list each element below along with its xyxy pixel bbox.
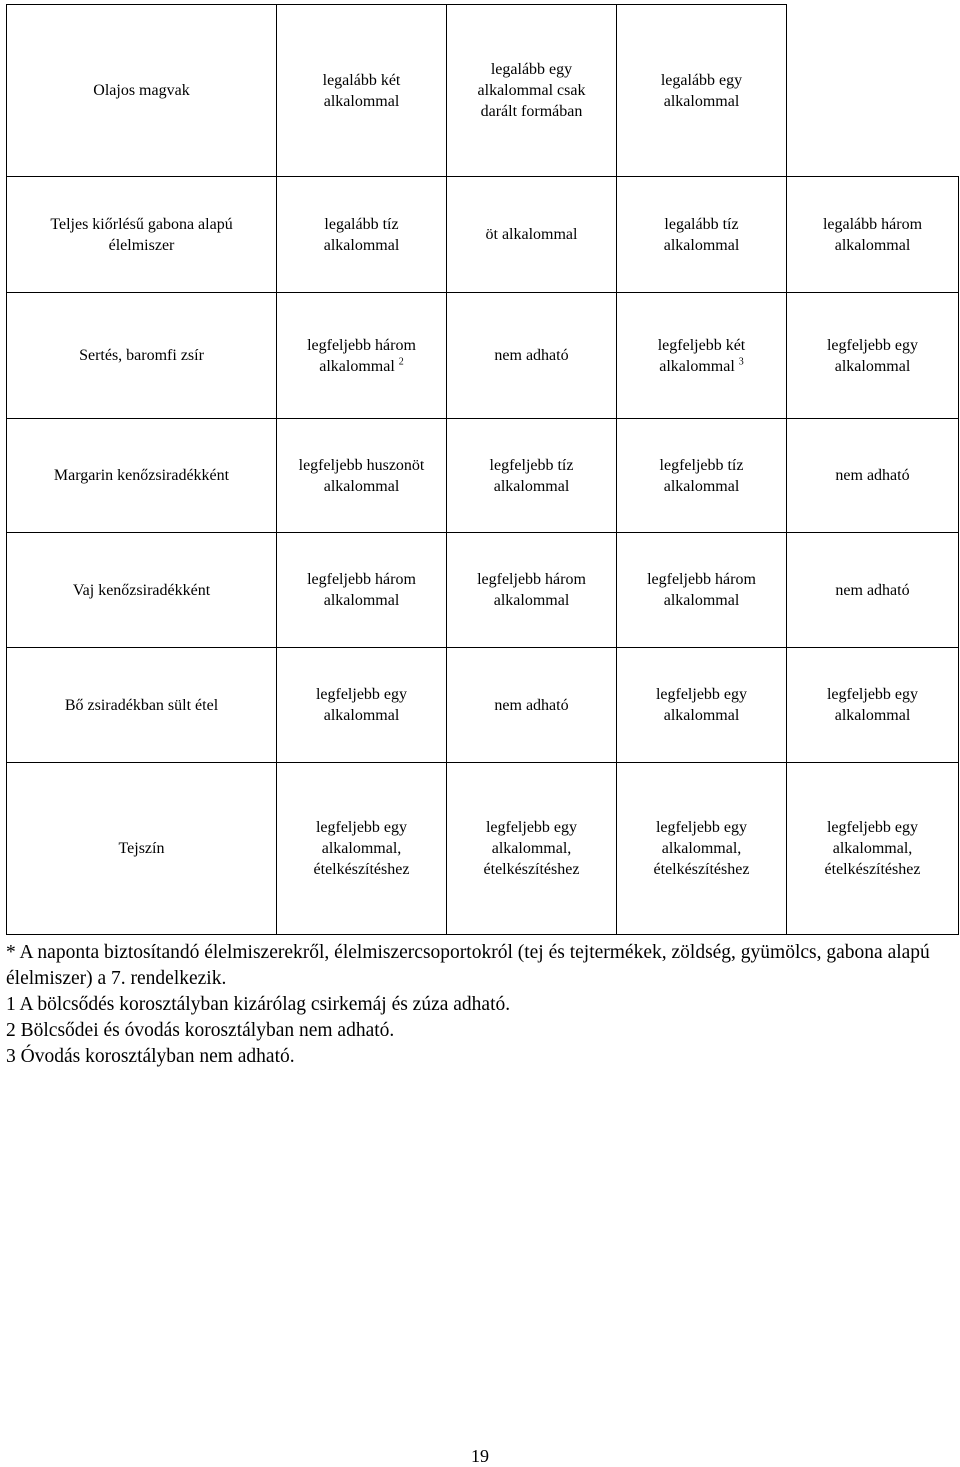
table-cell [787, 763, 959, 935]
row-label [7, 293, 277, 419]
footnote-ref: 2 [398, 356, 404, 368]
cell-text-line: alkalommal [493, 592, 570, 609]
table-cell [617, 293, 787, 419]
row-label [7, 763, 277, 935]
cell-text-line: alkalommal, [832, 840, 913, 857]
cell-text-line: alkalommal [323, 592, 400, 609]
cell-text-line: legfeljebb három [307, 571, 416, 588]
footnote-general: * A naponta biztosítandó élelmiszerekről, élelmiszercsoportokról (tej és tejtermékek, zöldség, gyümölcs, gabona alapú élelmiszer) a 7. rendelkezik. [6, 942, 930, 989]
cell-text-line: nem adható [835, 581, 910, 599]
table-cell [787, 648, 959, 763]
footnote-2: 2 Bölcsődei és óvodás korosztályban nem adható. [6, 1020, 395, 1041]
footnote-1: 1 A bölcsődés korosztályban kizárólag csirkemáj és zúza adható. [6, 994, 511, 1015]
page-number: 19 [471, 1446, 489, 1466]
row-label [7, 5, 277, 177]
row-label [7, 533, 277, 648]
cell-text-line: legfeljebb tíz [489, 456, 574, 474]
cell-text-line: ételkészítéshez [313, 861, 410, 878]
cell-text-line: legfeljebb három [647, 571, 756, 588]
table-row [7, 648, 959, 763]
table-cell [277, 648, 447, 763]
cell-text-line: legfeljebb egy [826, 686, 919, 703]
cell-text-line: Margarin kenőzsiradékként [53, 467, 230, 484]
table-cell [277, 293, 447, 419]
cell-text-line: nem adható [494, 696, 569, 714]
cell-text-line: alkalommal [834, 236, 911, 254]
table-cell [447, 419, 617, 533]
cell-text-line: alkalommal, [661, 840, 742, 857]
table-cell-empty [787, 5, 959, 177]
table-cell [277, 177, 447, 293]
cell-text-line: legalább egy [490, 61, 573, 78]
rations-table [6, 4, 959, 935]
cell-text-line: alkalommal [663, 236, 740, 254]
row-label [7, 177, 277, 293]
table-cell [447, 5, 617, 177]
cell-text-line: élelmiszer [108, 236, 175, 254]
table-cell [787, 177, 959, 293]
cell-text-line: legfeljebb egy [315, 819, 408, 836]
cell-text-line: alkalommal [663, 707, 740, 724]
cell-text-line: legalább tíz [324, 215, 399, 233]
table-cell [787, 293, 959, 419]
cell-text-line: alkalommal $^2$ [319, 356, 404, 375]
table-cell [617, 419, 787, 533]
table-cell [447, 533, 617, 648]
table-cell [277, 419, 447, 533]
cell-text-line: alkalommal [834, 357, 911, 375]
cell-text-line: Vaj kenőzsiradékként [72, 581, 211, 599]
table-row [7, 419, 959, 533]
cell-text-line: alkalommal [323, 236, 400, 254]
table-cell [447, 763, 617, 935]
table-cell [617, 763, 787, 935]
cell-text-line: alkalommal [493, 477, 570, 495]
table-cell [617, 5, 787, 177]
cell-text-line: alkalommal, [321, 840, 402, 857]
cell-text-line: legalább három [822, 215, 923, 233]
table-cell [787, 533, 959, 648]
cell-text-line: legfeljebb egy [655, 686, 748, 703]
row-label [7, 648, 277, 763]
cell-text-line: Sertés, baromfi zsír [79, 347, 204, 364]
cell-text-line: legalább két [322, 71, 401, 89]
table-cell [447, 177, 617, 293]
table-cell [277, 763, 447, 935]
cell-text-line: ételkészítéshez [824, 861, 921, 878]
row-label [7, 419, 277, 533]
cell-text-line: alkalommal $^3$ [659, 356, 744, 375]
cell-text-line: Bő zsiradékban sült étel [64, 696, 219, 714]
table-cell [787, 419, 959, 533]
cell-text-line: ételkészítéshez [483, 861, 580, 878]
footnote-3: 3 Óvodás korosztályban nem adható. [6, 1046, 295, 1067]
cell-text-line: alkalommal [323, 477, 400, 495]
table-cell [617, 648, 787, 763]
cell-text-line: nem adható [494, 347, 569, 364]
table-cell [617, 533, 787, 648]
cell-text-line: legfeljebb egy [655, 819, 748, 836]
cell-text-line: legalább tíz [664, 215, 739, 233]
cell-text-line: legfeljebb huszonöt [298, 456, 425, 474]
cell-text-line: alkalommal [663, 592, 740, 609]
cell-text-line: darált formában [480, 103, 583, 120]
cell-text-line: alkalommal [663, 477, 740, 495]
table-cell [447, 648, 617, 763]
footnote-ref: 3 [738, 356, 744, 368]
cell-text-line: legfeljebb egy [485, 819, 578, 836]
cell-text-line: legfeljebb két [657, 336, 746, 354]
table-row [7, 533, 959, 648]
cell-text-line: alkalommal csak [477, 82, 586, 99]
table-row [7, 763, 959, 935]
cell-text-line: legfeljebb három [307, 336, 416, 354]
table-cell [447, 293, 617, 419]
cell-text-line: alkalommal, [491, 840, 572, 857]
cell-text-line: legfeljebb egy [826, 336, 919, 354]
table-row [7, 293, 959, 419]
table-row [7, 177, 959, 293]
cell-text-line: Teljes kiőrlésű gabona alapú [50, 215, 233, 233]
footnotes [6, 940, 936, 1070]
cell-text-line: nem adható [835, 467, 910, 484]
table-row [7, 5, 959, 177]
cell-text-line: legalább egy [660, 71, 743, 89]
cell-text-line: alkalommal [323, 92, 400, 110]
cell-text-line: öt alkalommal [485, 226, 578, 243]
cell-text-line: legfeljebb tíz [659, 456, 744, 474]
cell-text-line: legfeljebb egy [826, 819, 919, 836]
table-cell [617, 177, 787, 293]
cell-text-line: alkalommal [323, 707, 400, 724]
cell-text-line: Olajos magvak [93, 82, 190, 99]
cell-text-line: Tejszín [118, 840, 165, 857]
cell-text-line: alkalommal [834, 707, 911, 724]
cell-text-line: alkalommal [663, 92, 740, 110]
table-cell [277, 533, 447, 648]
cell-text-line: ételkészítéshez [653, 861, 750, 878]
cell-text-line: legfeljebb három [477, 571, 586, 588]
table-cell [277, 5, 447, 177]
cell-text-line: legfeljebb egy [315, 686, 408, 703]
